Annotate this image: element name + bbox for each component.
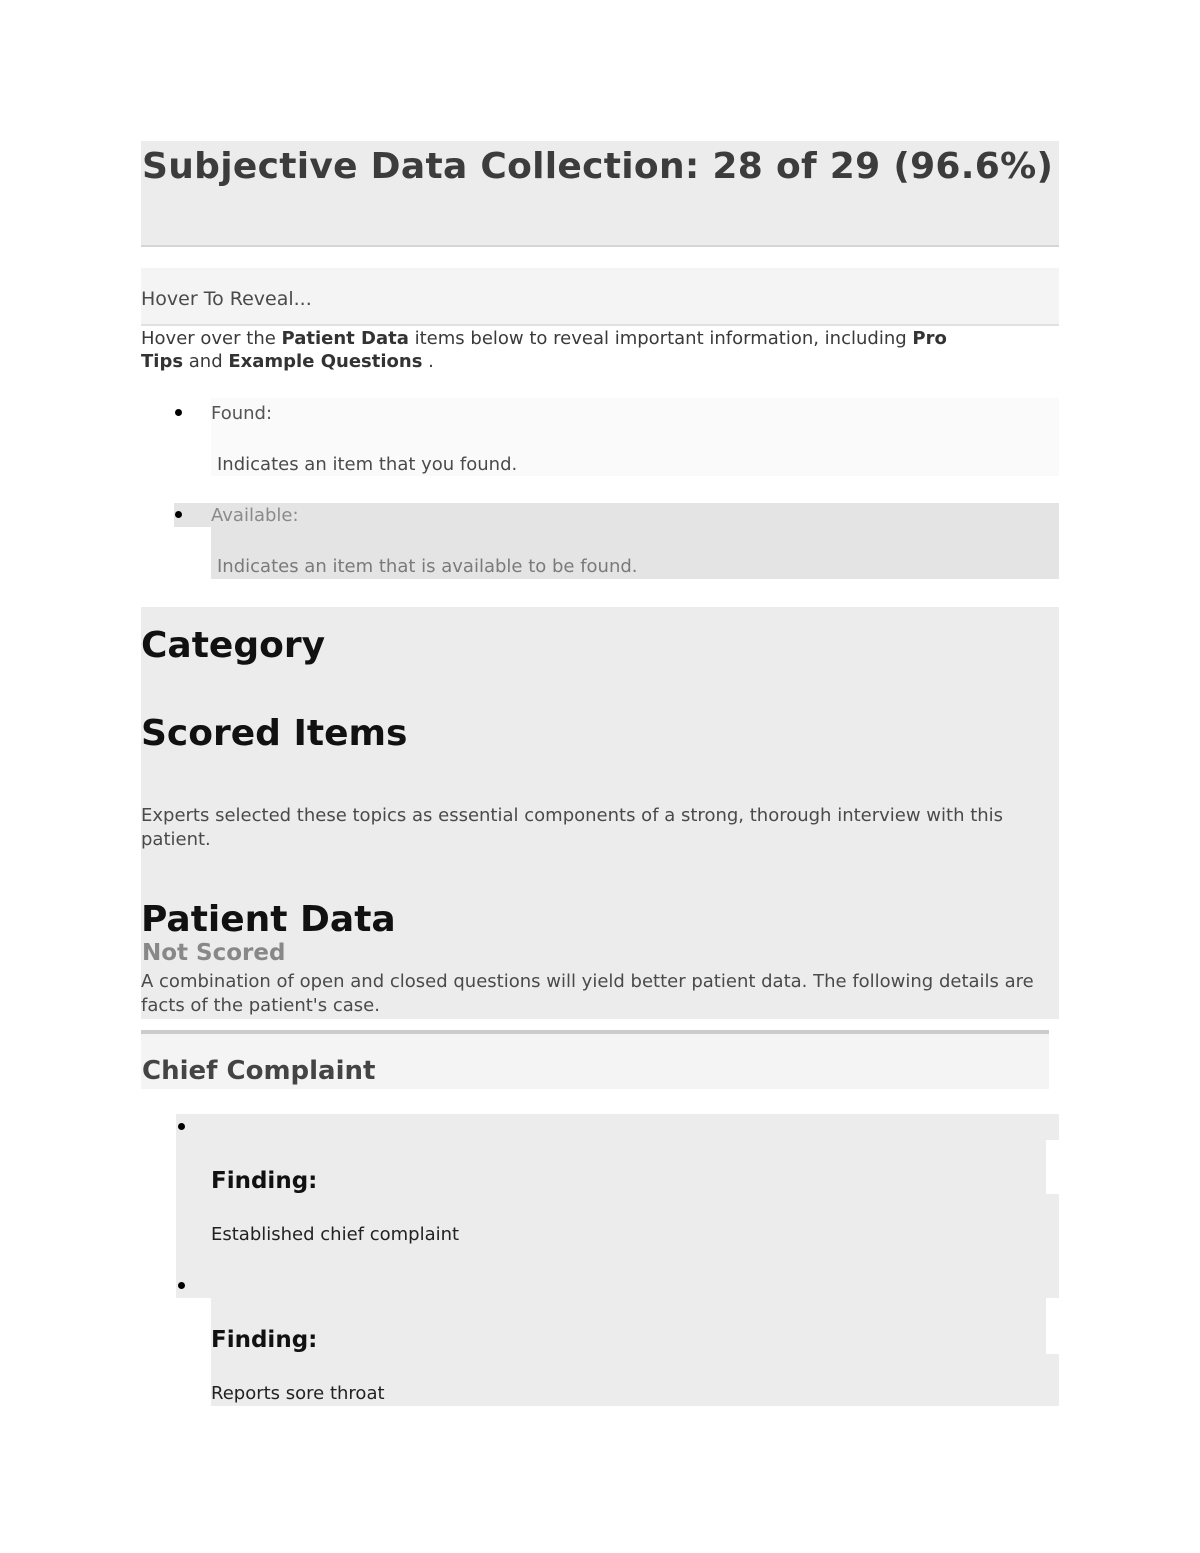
- finding-row[interactable]: [176, 1114, 1059, 1140]
- category-section: [141, 607, 1059, 1019]
- finding-row[interactable]: [176, 1246, 212, 1298]
- desc-bold-patient-data: Patient Data: [281, 328, 409, 349]
- desc-text: and: [183, 351, 229, 372]
- desc-bold-pro-tips: Pro Tips: [141, 328, 947, 372]
- legend-found-description: Indicates an item that you found.: [217, 454, 518, 475]
- finding-label: Finding:: [211, 1327, 318, 1353]
- desc-text: items below to reveal important information, including: [408, 328, 913, 349]
- finding-label-panel: [211, 1298, 1046, 1354]
- scored-items-heading: Scored Items: [141, 713, 408, 754]
- finding-label-panel: [211, 1140, 1046, 1195]
- hover-reveal-title: Hover To Reveal...: [141, 288, 312, 310]
- legend-available-label: Available:: [211, 505, 299, 526]
- not-scored-label: Not Scored: [142, 940, 286, 966]
- patient-data-description: A combination of open and closed questions will yield better patient data. The following details are facts of the patient's case.: [141, 971, 1034, 1016]
- patient-data-heading: Patient Data: [141, 899, 396, 940]
- desc-text: .: [422, 351, 434, 372]
- chief-complaint-section-header: [141, 1030, 1049, 1089]
- bullet-icon: [175, 511, 182, 518]
- finding-indent: [176, 1140, 212, 1246]
- page-title: Subjective Data Collection: 28 of 29 (96.6%): [142, 146, 1054, 187]
- bullet-icon: [178, 1282, 185, 1289]
- desc-text: Hover over the: [141, 328, 282, 349]
- title-banner: [141, 141, 1059, 247]
- hover-reveal-banner[interactable]: [141, 268, 1059, 326]
- finding-label: Finding:: [211, 1168, 318, 1194]
- bullet-icon: [178, 1123, 185, 1130]
- desc-bold-example-questions: Example Questions: [228, 351, 423, 372]
- finding-value: Reports sore throat: [211, 1383, 385, 1404]
- chief-complaint-heading: Chief Complaint: [142, 1056, 376, 1086]
- legend-available-description: Indicates an item that is available to be found.: [217, 556, 638, 577]
- hover-reveal-description: [141, 327, 961, 373]
- category-heading: Category: [141, 625, 326, 666]
- finding-value-panel: [211, 1194, 1059, 1298]
- legend-found-label: Found:: [211, 403, 273, 424]
- legend-found: [211, 398, 1059, 476]
- finding-value: Established chief complaint: [211, 1224, 460, 1245]
- scored-items-description: Experts selected these topics as essential components of a strong, thorough interview with this patient.: [141, 805, 1004, 850]
- legend-available: [211, 503, 1059, 579]
- bullet-icon: [175, 409, 182, 416]
